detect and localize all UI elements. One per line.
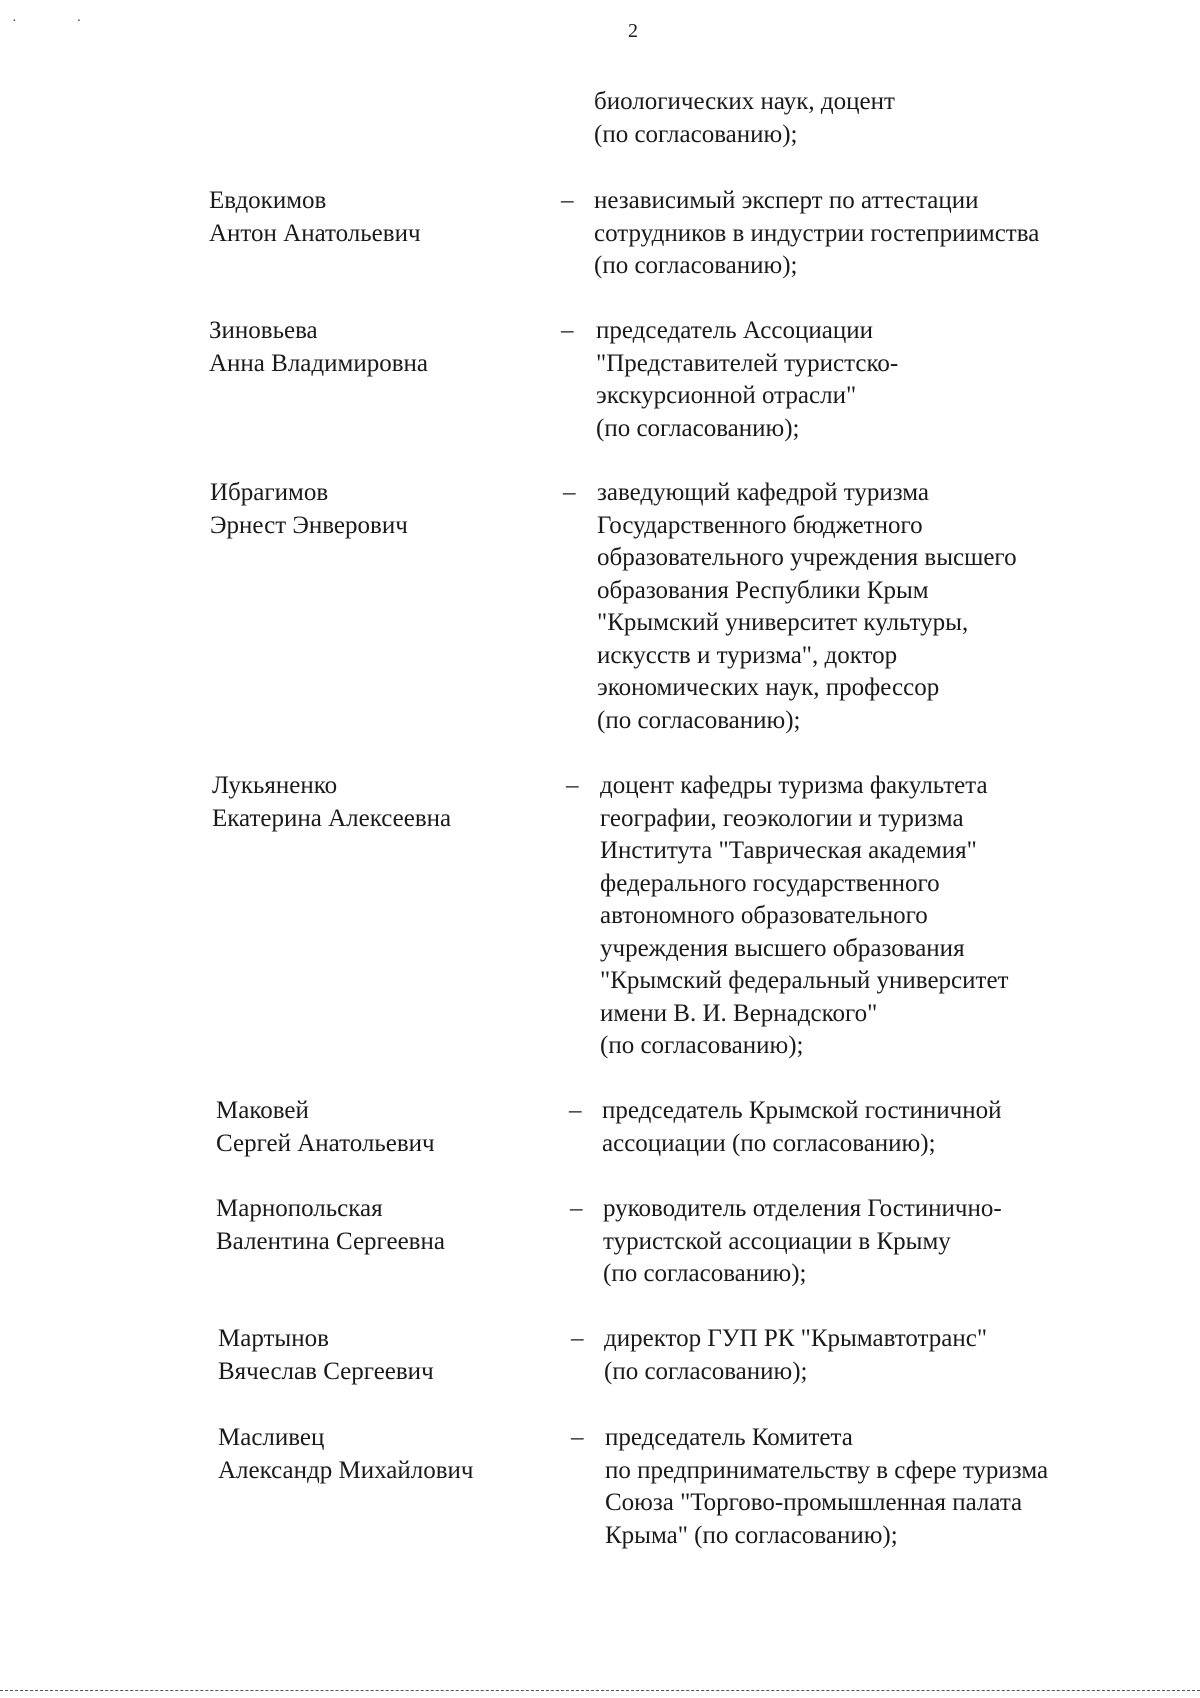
- member-role: [596, 315, 1156, 445]
- page-number: 2: [628, 20, 638, 42]
- member-surname: Зиновьева: [209, 317, 318, 344]
- member-role-line: (по согласованию);: [600, 1032, 804, 1059]
- continuation-text: [594, 86, 1154, 151]
- member-role-line: образования Республики Крым: [597, 576, 929, 604]
- member-role: [605, 1422, 1165, 1552]
- member-role-line: Государственного бюджетного: [597, 511, 923, 539]
- member-role-line: "Представителей туристско-: [596, 349, 899, 377]
- member-role-line: Союза "Торгово-промышленная палата: [605, 1489, 1023, 1516]
- continuation-line: биологических наук, доцент: [594, 88, 895, 115]
- member-role: [600, 770, 1160, 1063]
- member-role-line: экономических наук, профессор: [597, 674, 940, 701]
- member-given-names: Антон Анатольевич: [209, 219, 421, 247]
- member-dash: –: [561, 187, 574, 214]
- member-name: [210, 477, 530, 542]
- member-role-line: независимый эксперт по аттестации: [594, 187, 979, 214]
- member-role-line: директор ГУП РК "Крымавтотранс": [604, 1325, 988, 1352]
- member-role-line: географии, геоэкологии и туризма: [600, 804, 964, 832]
- member-dash: –: [561, 317, 574, 344]
- member-role-line: по предпринимательству в сфере туризма: [605, 1456, 1049, 1484]
- member-given-names: Сергей Анатольевич: [216, 1129, 435, 1157]
- member-role: [604, 1323, 1164, 1388]
- member-role-line: председатель Комитета: [605, 1424, 853, 1451]
- member-surname: Масливец: [218, 1424, 325, 1451]
- member-dash: –: [566, 772, 579, 799]
- member-name: [209, 185, 529, 250]
- member-surname: Евдокимов: [209, 187, 327, 214]
- member-dash: –: [563, 479, 576, 506]
- member-role-line: туристской ассоциации в Крыму: [603, 1227, 951, 1255]
- member-surname: Мартынов: [218, 1325, 329, 1352]
- member-dash: –: [570, 1195, 583, 1222]
- member-role-line: автономного образовательного: [600, 902, 928, 929]
- member-dash: –: [571, 1325, 584, 1352]
- member-role-line: экскурсионной отрасли": [596, 382, 857, 409]
- member-role-line: Крыма" (по согласованию);: [605, 1521, 898, 1549]
- member-name: [216, 1193, 536, 1258]
- member-role-line: председатель Ассоциации: [596, 317, 873, 344]
- member-dash: –: [571, 1424, 584, 1451]
- member-name: [216, 1095, 536, 1160]
- member-role-line: (по согласованию);: [604, 1357, 808, 1385]
- member-role-line: (по согласованию);: [597, 706, 801, 734]
- member-role-line: (по согласованию);: [594, 252, 798, 279]
- scan-bottom-edge: [0, 1690, 1200, 1691]
- member-role: [597, 477, 1157, 737]
- member-name: [209, 315, 529, 380]
- continuation-line: (по согласованию);: [594, 120, 798, 148]
- member-role-line: (по согласованию);: [603, 1260, 807, 1287]
- member-name: [218, 1323, 538, 1388]
- member-role-line: "Крымский федеральный университет: [600, 967, 1009, 994]
- member-role-line: образовательного учреждения высшего: [597, 544, 1017, 571]
- member-role-line: искусств и туризма", доктор: [597, 641, 898, 669]
- member-role: [603, 1193, 1163, 1291]
- member-role: [594, 185, 1154, 283]
- member-role-line: председатель Крымской гостиничной: [602, 1097, 1002, 1124]
- member-name: [212, 770, 532, 835]
- member-given-names: Вячеслав Сергеевич: [218, 1357, 434, 1385]
- member-surname: Маковей: [216, 1097, 309, 1124]
- member-role-line: ассоциации (по согласованию);: [602, 1129, 936, 1157]
- member-role-line: "Крымский университет культуры,: [597, 609, 969, 636]
- member-role-line: учреждения высшего образования: [600, 934, 965, 962]
- member-given-names: Валентина Сергеевна: [216, 1227, 445, 1255]
- member-given-names: Эрнест Энверович: [210, 511, 408, 539]
- scan-specks: ··: [12, 14, 142, 29]
- member-dash: –: [569, 1097, 582, 1124]
- member-role-line: Института "Таврическая академия": [600, 837, 977, 864]
- member-given-names: Екатерина Алексеевна: [212, 804, 452, 832]
- member-given-names: Александр Михайлович: [218, 1456, 474, 1484]
- member-role-line: заведующий кафедрой туризма: [597, 479, 929, 506]
- member-role-line: доцент кафедры туризма факультета: [600, 772, 988, 799]
- member-role-line: (по согласованию);: [596, 414, 800, 442]
- member-role-line: имени В. И. Вернадского": [600, 999, 878, 1027]
- member-given-names: Анна Владимировна: [209, 349, 428, 377]
- member-role-line: сотрудников в индустрии гостеприимства: [594, 219, 1040, 247]
- member-surname: Марнопольская: [216, 1195, 383, 1222]
- member-surname: Ибрагимов: [210, 479, 329, 506]
- member-role-line: федерального государственного: [600, 869, 940, 897]
- member-name: [218, 1422, 538, 1487]
- member-role-line: руководитель отделения Гостинично-: [603, 1195, 1002, 1222]
- member-role: [602, 1095, 1162, 1160]
- member-surname: Лукьяненко: [212, 772, 338, 799]
